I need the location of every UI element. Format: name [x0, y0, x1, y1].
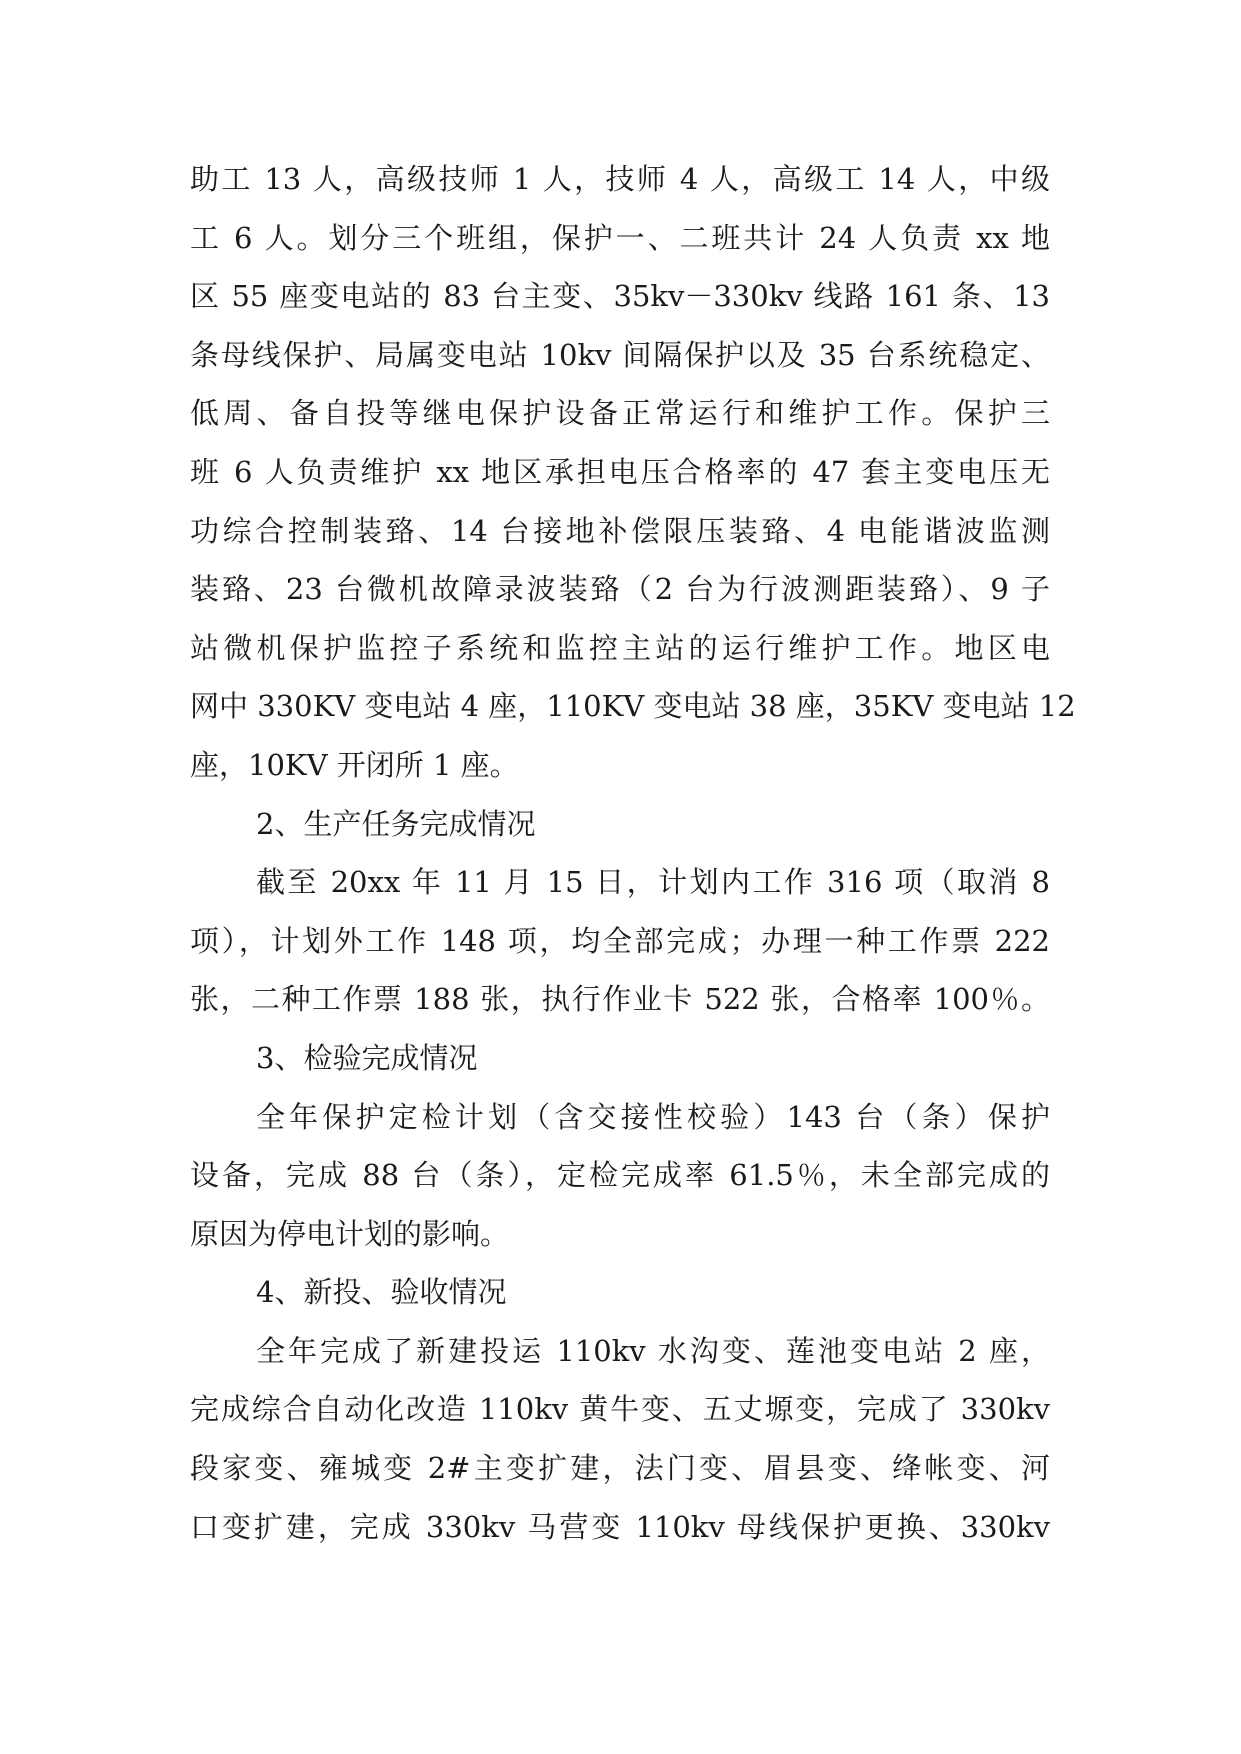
text-line: 3、检验完成情况 — [256, 1040, 478, 1075]
text-line: 区 55 座变电站的 83 台主变、35kv－330kv 线路 161 条、13 — [190, 279, 1050, 314]
text-line: 功综合控制装臵、14 台接地补偿限压装臵、4 电能谐波监测 — [190, 513, 1050, 548]
text-line: 4、新投、验收情况 — [256, 1275, 507, 1310]
text-line: 段家变、雍城变 2#主变扩建，法门变、眉县变、绛帐变、河 — [190, 1451, 1050, 1486]
text-line: 全年完成了新建投运 110kv 水沟变、莲池变电站 2 座， — [256, 1333, 1050, 1368]
text-line: 班 6 人负责维护 xx 地区承担电压合格率的 47 套主变电压无 — [190, 454, 1050, 489]
text-line: 助工 13 人，高级技师 1 人，技师 4 人，高级工 14 人，中级 — [190, 162, 1050, 196]
text-line: 完成综合自动化改造 110kv 黄牛变、五丈塬变，完成了 330kv — [190, 1392, 1050, 1427]
text-line: 2、生产任务完成情况 — [256, 806, 536, 841]
text-line: 网中 330KV 变电站 4 座，110KV 变电站 38 座，35KV 变电站 12 — [190, 689, 1076, 724]
text-line: 站微机保护监控子系统和监控主站的运行维护工作。地区电 — [190, 630, 1050, 665]
text-line: 原因为停电计划的影响。 — [190, 1216, 510, 1251]
text-line: 条母线保护、局属变电站 10kv 间隔保护以及 35 台系统稳定、 — [190, 337, 1050, 372]
text-line: 低周、备自投等继电保护设备正常运行和维护工作。保护三 — [190, 396, 1050, 431]
text-line: 装臵、23 台微机故障录波装臵（2 台为行波测距装臵）、9 子 — [190, 572, 1050, 607]
text-line: 座，10KV 开闭所 1 座。 — [190, 747, 519, 782]
text-line: 截至 20xx 年 11 月 15 日，计划内工作 316 项（取消 8 — [256, 865, 1050, 900]
text-line: 设备，完成 88 台（条），定检完成率 61.5％，未全部完成的 — [190, 1158, 1050, 1193]
text-line: 张，二种工作票 188 张，执行作业卡 522 张，合格率 100％。 — [190, 982, 1050, 1017]
text-line: 项），计划外工作 148 项，均全部完成；办理一种工作票 222 — [190, 923, 1050, 958]
document-page — [190, 150, 1076, 1556]
text-line: 全年保护定检计划（含交接性校验）143 台（条）保护 — [256, 1099, 1050, 1134]
text-line: 口变扩建，完成 330kv 马营变 110kv 母线保护更换、330kv — [190, 1509, 1050, 1544]
text-line: 工 6 人。划分三个班组，保护一、二班共计 24 人负责 xx 地 — [190, 220, 1050, 255]
